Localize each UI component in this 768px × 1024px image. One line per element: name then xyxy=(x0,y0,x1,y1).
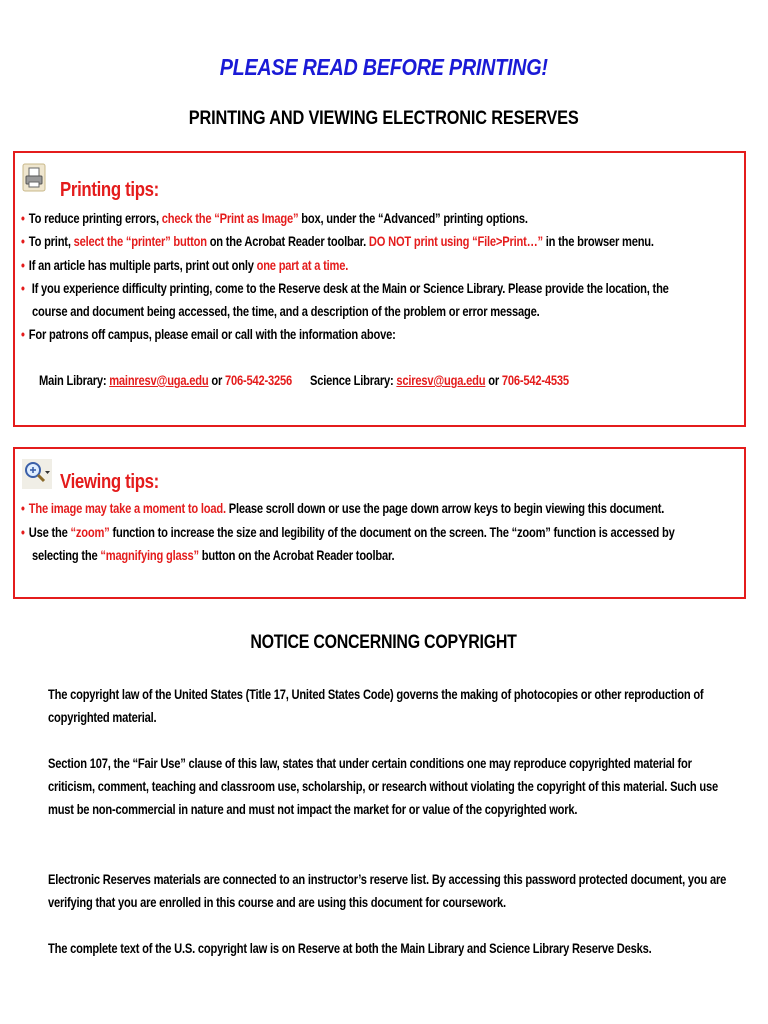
printing-tip-4-continued: course and document being accessed, the time, and a description of the problem or error message. xyxy=(32,304,540,319)
printing-tip-5: • For patrons off campus, please email or call with the information above: xyxy=(21,327,396,342)
viewing-tips-box xyxy=(13,447,746,599)
printing-tip-1: • To reduce printing errors, check the “Print as Image” box, under the “Advanced” printing options. xyxy=(21,211,528,226)
printing-tip-3: • If an article has multiple parts, print out only one part at a time. xyxy=(21,258,349,273)
printing-tip-2: • To print, select the “printer” button on the Acrobat Reader toolbar. DO NOT print using “File>Print…” in the browser menu. xyxy=(21,234,654,249)
viewing-tip-2-continued: selecting the “magnifying glass” button on the Acrobat Reader toolbar. xyxy=(32,548,395,563)
page-subtitle xyxy=(0,108,768,130)
printing-tips-box xyxy=(13,151,746,427)
copyright-paragraph-1: The copyright law of the United States (Title 17, United States Code) governs the making of photocopies or other reproduction of copyrighted material. xyxy=(48,687,704,725)
printing-tips-heading: Printing tips: xyxy=(60,179,159,201)
printing-tip-4: • If you experience difficulty printing, come to the Reserve desk at the Main or Science Library. Please provide the location, the xyxy=(21,281,669,296)
copyright-heading: NOTICE CONCERNING COPYRIGHT xyxy=(250,632,518,653)
page-title-text: PLEASE READ BEFORE PRINTING! xyxy=(220,54,548,80)
science-library-phone: 706-542-4535 xyxy=(501,373,569,388)
copyright-paragraph-2: Section 107, the “Fair Use” clause of this law, states that under certain conditions one may reproduce copyrighted material for criticism, comment, teaching and classroom use, scholarship, or research without violating the copyright of this material. Such use must be non-commercial in nature and must not impact the market for or value of the copyrighted work. xyxy=(48,756,719,817)
main-library-phone: 706-542-3256 xyxy=(225,373,292,388)
viewing-tip-2: • Use the “zoom” function to increase the size and legibility of the document on the screen. The “zoom” function is accessed by xyxy=(21,525,675,540)
viewing-tips-heading: Viewing tips: xyxy=(60,471,159,493)
viewing-tip-1: • The image may take a moment to load. Please scroll down or use the page down arrow keys to begin viewing this document. xyxy=(21,501,665,516)
printer-icon xyxy=(22,163,48,189)
magnifying-glass-icon xyxy=(22,459,48,485)
page-subtitle-text: PRINTING AND VIEWING ELECTRONIC RESERVES xyxy=(189,108,579,129)
page-title xyxy=(0,54,768,81)
copyright-paragraph-4: The complete text of the U.S. copyright law is on Reserve at both the Main Library and Science Library Reserve Desks. xyxy=(48,941,652,956)
contact-line: Main Library: mainresv@uga.edu or 706-542-3256 Science Library: sciresv@uga.edu or 706-542-4535 xyxy=(39,373,569,388)
copyright-paragraph-3: Electronic Reserves materials are connected to an instructor’s reserve list. By accessing this password protected document, you are verifying that you are enrolled in this course and are using this document for coursework. xyxy=(48,872,727,910)
main-library-email-link[interactable]: mainresv@uga.edu xyxy=(109,373,209,388)
science-library-email-link[interactable]: sciresv@uga.edu xyxy=(396,373,486,388)
